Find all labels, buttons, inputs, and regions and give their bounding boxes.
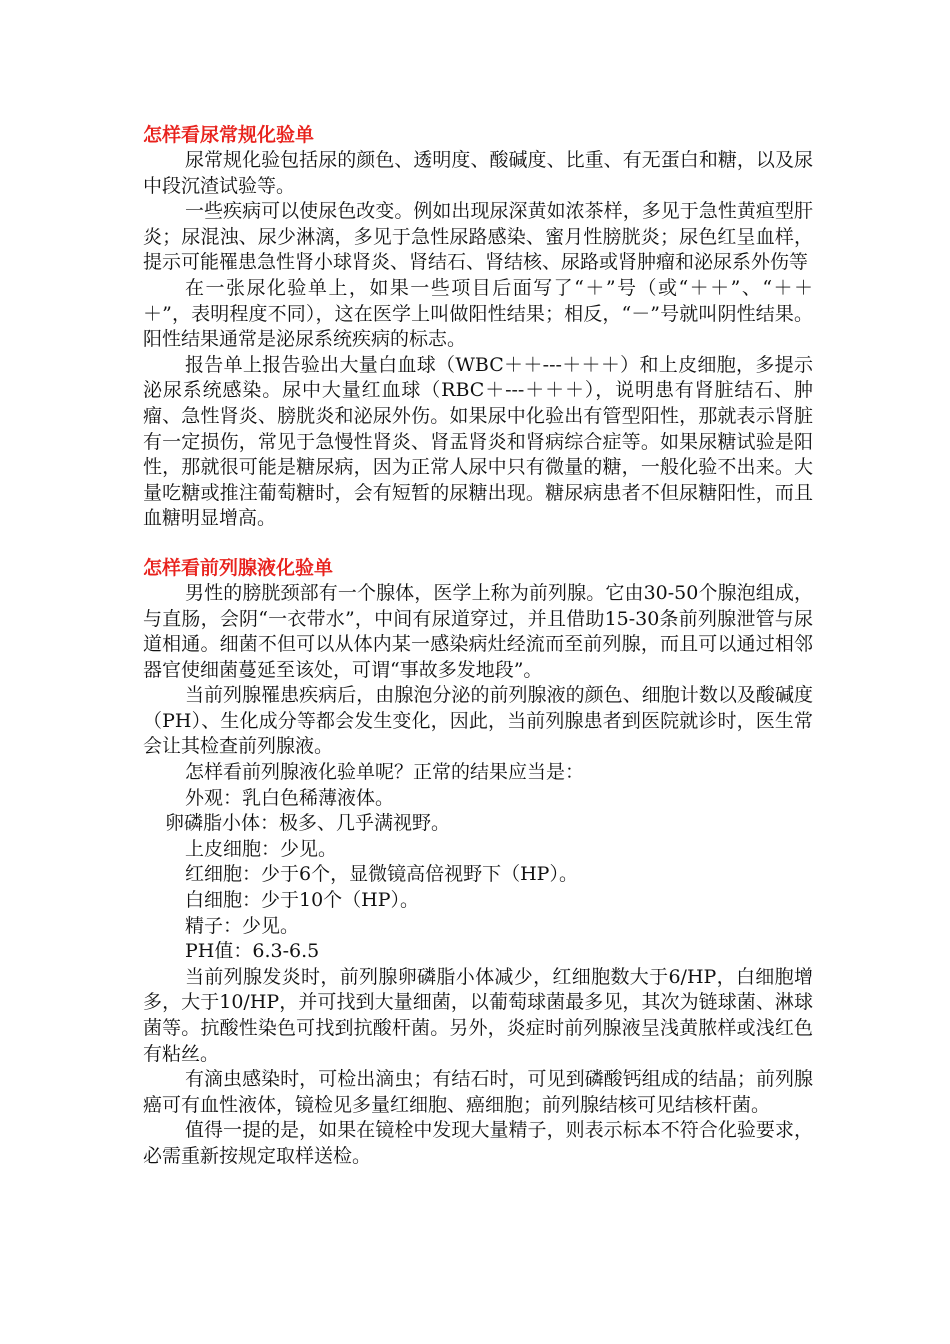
paragraph: 报告单上报告验出大量白血球（WBC＋＋---＋＋＋）和上皮细胞，多提示泌尿系统感染。尿中大量红血球（RBC＋---＋＋＋），说明患有肾脏结石、肿瘤、急性肾炎、膀胱炎和泌尿外伤。如果尿中化验出有管型阳性，那就表示肾脏有一定损伤，常见于急慢性肾炎、肾盂肾炎和肾病综合症等。如果尿糖试验是阳性，那就很可能是糖尿病，因为正常人尿中只有微量的糖，一般化验不出来。大量吃糖或推注葡萄糖时，会有短暂的尿糖出现。糖尿病患者不但尿糖阳性，而且血糖明显增高。 — [143, 353, 813, 530]
section-heading-urine: 怎样看尿常规化验单 — [143, 124, 315, 146]
paragraph: 尿常规化验包括尿的颜色、透明度、酸碱度、比重、有无蛋白和糖，以及尿中段沉渣试验等。 — [143, 149, 813, 197]
result-item: 白细胞：少于10个（HP）。 — [185, 889, 420, 912]
section-heading-prostate: 怎样看前列腺液化验单 — [143, 556, 334, 579]
document-page — [143, 122, 813, 1170]
paragraph: 男性的膀胱颈部有一个腺体，医学上称为前列腺。它由30-50个腺泡组成，与直肠，会阴“一衣带水”，中间有尿道穿过，并且借助15-30条前列腺泄管与尿道相通。细菌不但可以从体内某一感染病灶经流而至前列腺，而且可以通过相邻器官使细菌蔓延至该处，可谓“事故多发地段”。 — [143, 581, 813, 681]
paragraph: 在一张尿化验单上，如果一些项目后面写了“＋”号（或“＋＋”、“＋＋＋”，表明程度不同），这在医学上叫做阳性结果；相反，“－”号就叫阴性结果。阳性结果通常是泌尿系统疾病的标志。 — [143, 276, 813, 351]
paragraph: 当前列腺发炎时，前列腺卵磷脂小体减少，红细胞数大于6/HP，白细胞增多，大于10/HP，并可找到大量细菌，以葡萄球菌最多见，其次为链球菌、淋球菌等。抗酸性染色可找到抗酸杆菌。另外，炎症时前列腺液呈浅黄脓样或浅红色有粘丝。 — [143, 965, 813, 1065]
paragraph: 有滴虫感染时，可检出滴虫；有结石时，可见到磷酸钙组成的结晶；前列腺癌可有血性液体，镜检见多量红细胞、癌细胞；前列腺结核可见结核杆菌。 — [143, 1068, 813, 1116]
result-item: PH值：6.3-6.5 — [185, 940, 320, 963]
result-item: 红细胞：少于6个，显微镜高倍视野下（HP）。 — [185, 863, 578, 886]
result-intro: 怎样看前列腺液化验单呢？正常的结果应当是： — [185, 761, 585, 784]
paragraph: 值得一提的是，如果在镜栓中发现大量精子，则表示标本不符合化验要求，必需重新按规定取样送检。 — [143, 1119, 813, 1167]
result-item: 卵磷脂小体：极多、几乎满视野。 — [165, 812, 451, 835]
result-item: 上皮细胞：少见。 — [185, 837, 338, 860]
result-item: 外观：乳白色稀薄液体。 — [185, 786, 395, 809]
paragraph: 一些疾病可以使尿色改变。例如出现尿深黄如浓茶样，多见于急性黄疸型肝炎；尿混浊、尿少淋漓，多见于急性尿路感染、蜜月性膀胱炎；尿色红呈血样，提示可能罹患急性肾小球肾炎、肾结石、肾结核、尿路或肾肿瘤和泌尿系外伤等 — [143, 200, 813, 274]
paragraph: 当前列腺罹患疾病后，由腺泡分泌的前列腺液的颜色、细胞计数以及酸碱度（PH）、生化成分等都会发生变化，因此，当前列腺患者到医院就诊时，医生常会让其检查前列腺液。 — [143, 684, 813, 758]
result-item: 精子：少见。 — [185, 914, 300, 937]
